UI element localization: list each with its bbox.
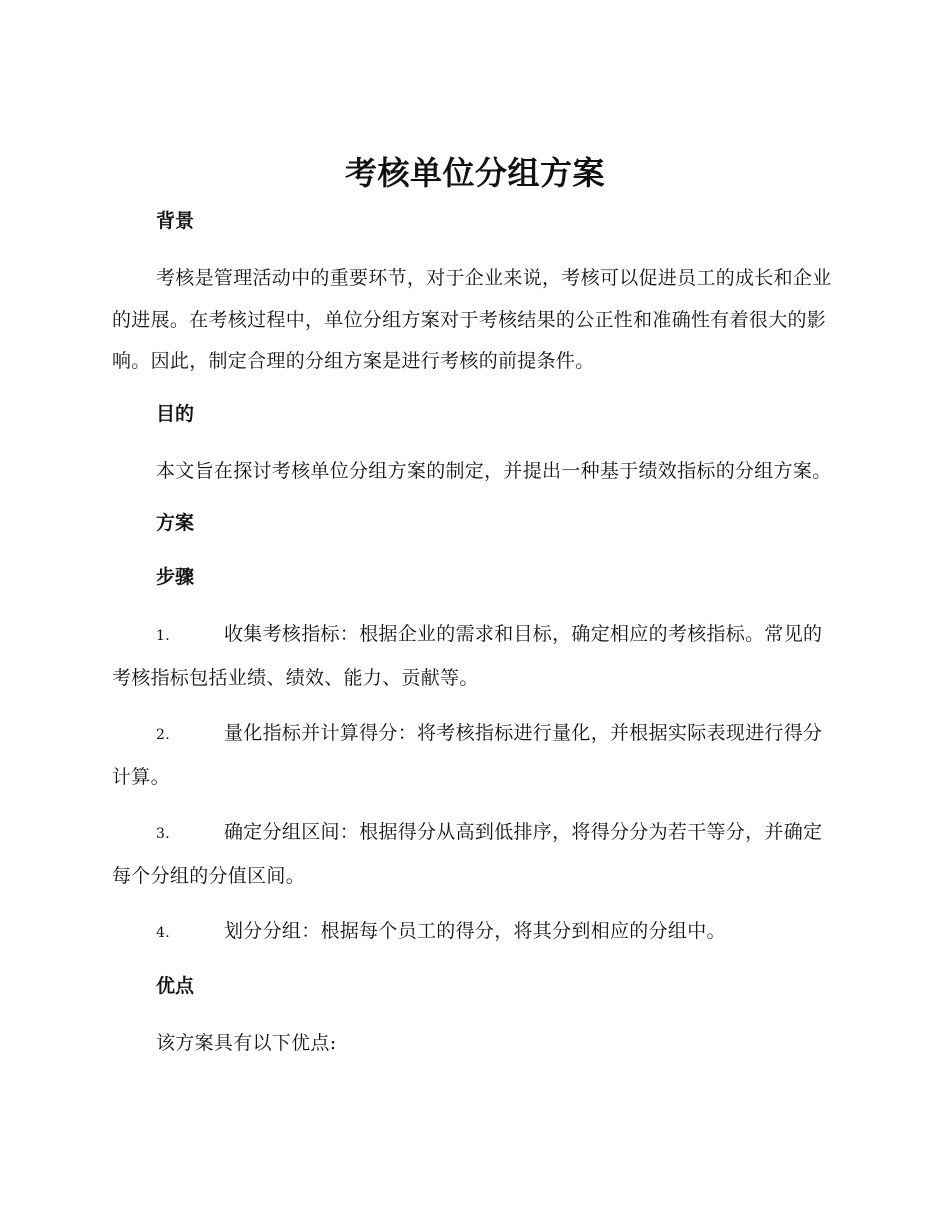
step-item xyxy=(112,713,838,798)
step-number: 2. xyxy=(156,727,170,743)
step-item xyxy=(112,911,838,955)
paragraph-background: 考核是管理活动中的重要环节，对于企业来说，考核可以促进员工的成长和企业的进展。在考核过程中，单位分组方案对于考核结果的公正性和准确性有着很大的影响。因此，制定合理的分组方案是进行考核的前提条件。 xyxy=(112,267,832,372)
heading-steps: 步骤 xyxy=(156,566,195,588)
heading-background: 背景 xyxy=(156,210,195,232)
step-text: 量化指标并计算得分：将考核指标进行量化，并根据实际表现进行得分计算。 xyxy=(112,722,823,788)
step-text: 确定分组区间：根据得分从高到低排序，将得分分为若干等分，并确定每个分组的分值区间。 xyxy=(112,821,823,887)
heading-plan: 方案 xyxy=(156,512,195,534)
step-text: 收集考核指标：根据企业的需求和目标，确定相应的考核指标。常见的考核指标包括业绩、绩效、能力、贡献等。 xyxy=(112,623,823,689)
paragraph-advantages: 该方案具有以下优点: xyxy=(156,1031,337,1054)
step-item xyxy=(112,812,838,897)
step-text: 划分分组：根据每个员工的得分，将其分到相应的分组中。 xyxy=(224,920,726,942)
step-item xyxy=(112,614,838,699)
heading-advantages: 优点 xyxy=(156,974,195,997)
step-number: 4. xyxy=(156,925,170,941)
document-title: 考核单位分组方案 xyxy=(344,154,605,192)
heading-purpose: 目的 xyxy=(156,402,195,425)
paragraph-purpose: 本文旨在探讨考核单位分组方案的制定，并提出一种基于绩效指标的分组方案。 xyxy=(156,459,832,482)
step-number: 1. xyxy=(156,628,170,644)
step-number: 3. xyxy=(156,826,170,842)
document-page xyxy=(112,148,838,1078)
